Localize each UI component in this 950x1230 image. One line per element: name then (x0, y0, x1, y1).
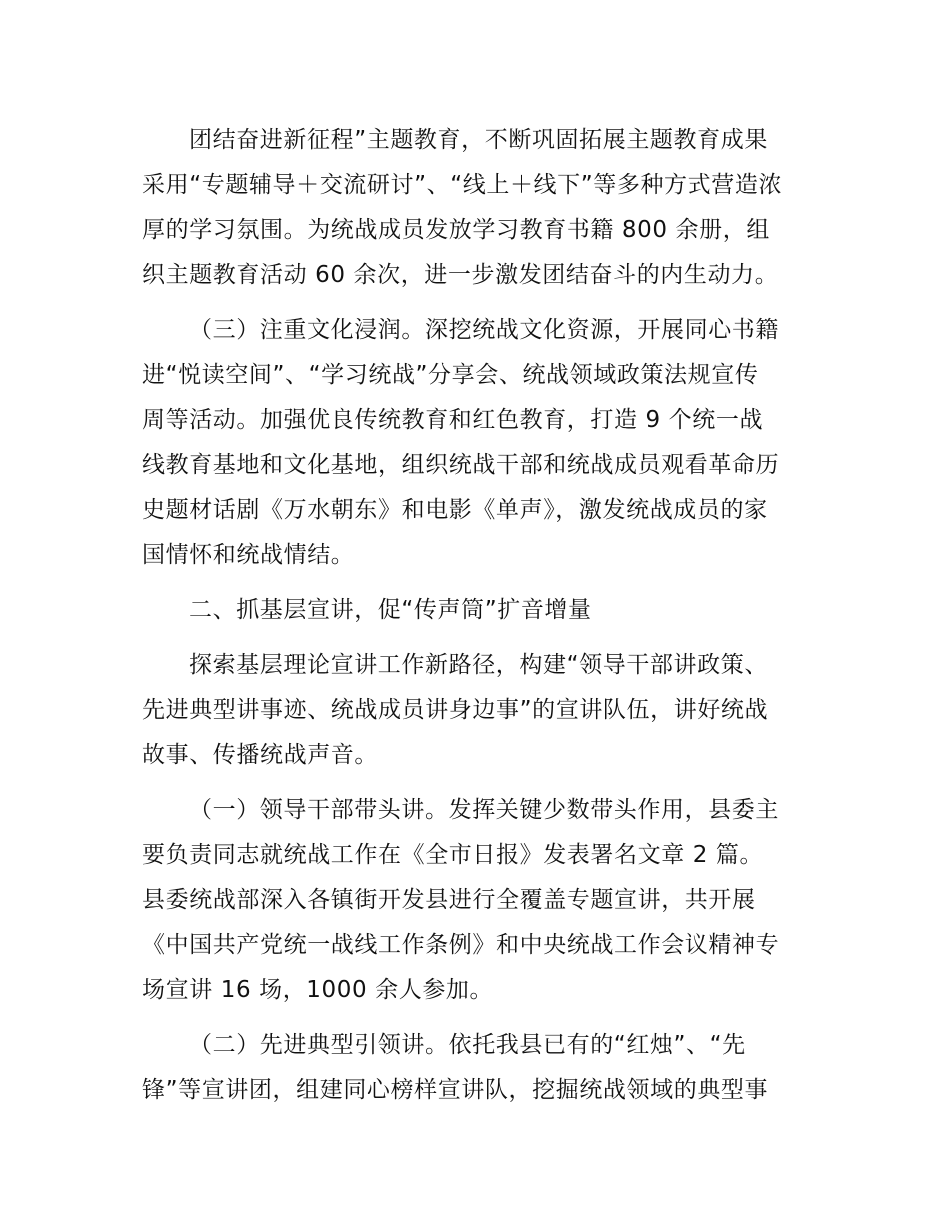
text-line: 周等活动。加强优良传统教育和红色教育，打造 9 个统一战 (142, 407, 764, 433)
text-line: 进“悦读空间”、“学习统战”分享会、统战领域政策法规宣传 (142, 362, 759, 388)
text-line: 国情怀和统战情结。 (142, 542, 355, 568)
heading-text: 二、抓基层宣讲，促“传声筒”扩音增量 (189, 597, 592, 623)
text-line: （三）注重文化浸润。深挖统战文化资源，开展同心书籍 (189, 317, 779, 343)
text-line: 织主题教育活动 60 余次，进一步激发团结奋斗的内生动力。 (142, 262, 779, 288)
text-line: 《中国共产党统一战线工作条例》和中央统战工作会议精神专 (142, 932, 780, 958)
paragraph-grassroots (142, 643, 816, 778)
text-line: 故事、传播统战声音。 (142, 742, 378, 768)
text-line: 团结奋进新征程”主题教育，不断巩固拓展主题教育成果 (189, 127, 768, 153)
text-line: 锋”等宣讲团，组建同心榜样宣讲队，挖掘统战领域的典型事 (142, 1077, 769, 1103)
paragraph-models (142, 1023, 816, 1113)
text-line: 采用“专题辅导＋交流研讨”、“线上＋线下”等多种方式营造浓 (142, 172, 783, 198)
text-line: 场宣讲 16 场，1000 余人参加。 (142, 977, 494, 1003)
text-line: 县委统战部深入各镇街开发县进行全覆盖专题宣讲，共开展 (142, 887, 756, 913)
section-heading (142, 588, 816, 633)
document-body (142, 118, 816, 1113)
text-line: 线教育基地和文化基地，组织统战干部和统战成员观看革命历 (142, 452, 780, 478)
text-line: 要负责同志就统战工作在《全市日报》发表署名文章 2 篇。 (142, 842, 764, 868)
paragraph-culture (142, 308, 816, 578)
text-line: 史题材话剧《万水朝东》和电影《单声》，激发统战成员的家 (142, 497, 768, 523)
paragraph-leaders (142, 788, 816, 1013)
text-line: 探索基层理论宣讲工作新路径，构建“领导干部讲政策、 (189, 652, 768, 678)
text-line: （二）先进典型引领讲。依托我县已有的“红烛”、“先 (189, 1032, 746, 1058)
text-line: 先进典型讲事迹、统战成员讲身边事”的宣讲队伍，讲好统战 (142, 697, 769, 723)
text-line: 厚的学习氛围。为统战成员发放学习教育书籍 800 余册，组 (142, 217, 770, 243)
paragraph-theme-education (142, 118, 816, 298)
text-line: （一）领导干部带头讲。发挥关键少数带头作用，县委主 (189, 797, 779, 823)
